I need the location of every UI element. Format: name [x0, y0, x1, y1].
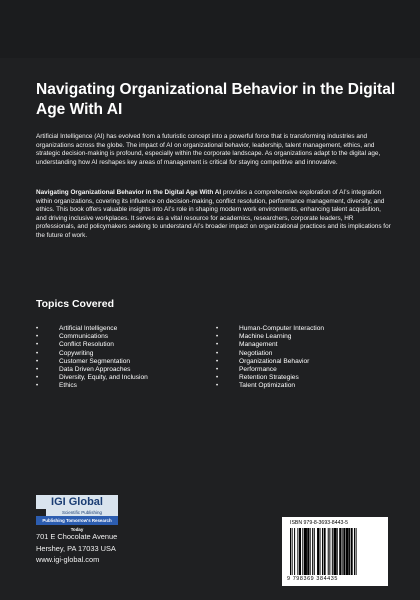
topic-item: • Performance: [216, 366, 386, 374]
logo-name: IGI Global: [36, 495, 118, 509]
description-book-title: Navigating Organizational Behavior in the Digital Age With AI: [36, 189, 222, 196]
top-band: [0, 0, 420, 58]
topic-item: • Organizational Behavior: [216, 358, 386, 366]
publisher-address: [36, 531, 117, 566]
topic-item: • Customer Segmentation: [36, 358, 206, 366]
topic-item: • Diversity, Equity, and Inclusion: [36, 374, 206, 382]
topic-item: • Artificial Intelligence: [36, 325, 206, 333]
topics-list-right: [216, 325, 386, 391]
topic-item: • Retention Strategies: [216, 374, 386, 382]
isbn-label: ISBN 979-8-3693-8443-5: [290, 520, 348, 526]
topic-item: • Human-Computer Interaction: [216, 325, 386, 333]
isbn-barcode-box: [282, 517, 388, 586]
topic-item: • Conflict Resolution: [36, 341, 206, 349]
address-line-2: Hershey, PA 17033 USA: [36, 543, 116, 553]
topic-item: • Communications: [36, 333, 206, 341]
book-title: Navigating Organizational Behavior in the Digital Age With AI: [36, 81, 396, 118]
barcode-icon: [290, 528, 382, 575]
description-text: provides a comprehensive exploration of AI’s integration within organizations, covering its influence on decision-making, conflict resolution, performance management, diversity, and ethics. This book offers valuable insights into AI’s role in shaping modern work environments, enhancing talent acquisition, and driving inclusive workplaces. It serves as a vital resource for academics, researchers, corporate leaders, HR professionals, and policymakers seeking to understand AI’s broader impact on organizational practices and its implications for the future of work.: [36, 189, 391, 239]
topic-item: • Machine Learning: [216, 333, 386, 341]
barcode-digits: 9 798369 384435: [287, 576, 338, 582]
publisher-logo: [36, 495, 118, 532]
topic-item: • Management: [216, 341, 386, 349]
topics-list-left: [36, 325, 206, 391]
topic-item: • Data Driven Approaches: [36, 366, 206, 374]
description-paragraph: [36, 189, 392, 241]
topic-item: • Ethics: [36, 382, 206, 390]
logo-subtitle: Scientific Publishing: [46, 509, 118, 516]
logo-tagline: Publishing Tomorrow's Research Today: [36, 516, 118, 525]
topic-item: • Talent Optimization: [216, 382, 386, 390]
address-line-1: 701 E Chocolate Avenue: [36, 532, 118, 541]
intro-paragraph: Artificial Intelligence (AI) has evolved from a futuristic concept into a powerful force that is transforming industries and organizations across the globe. The impact of AI on organizational behavior, leadership, talent management, ethics, and strategic decision-making is profound, especially within the corporate landscape. As organizations adapt to the digital age, understanding how AI reshapes key areas of management is critical for staying competitive and innovative.: [36, 133, 381, 166]
topic-item: • Negotiation: [216, 350, 386, 358]
topic-item: • Copywriting: [36, 350, 206, 358]
topics-heading: Topics Covered: [36, 298, 114, 310]
publisher-website: www.igi-global.com: [36, 555, 100, 565]
